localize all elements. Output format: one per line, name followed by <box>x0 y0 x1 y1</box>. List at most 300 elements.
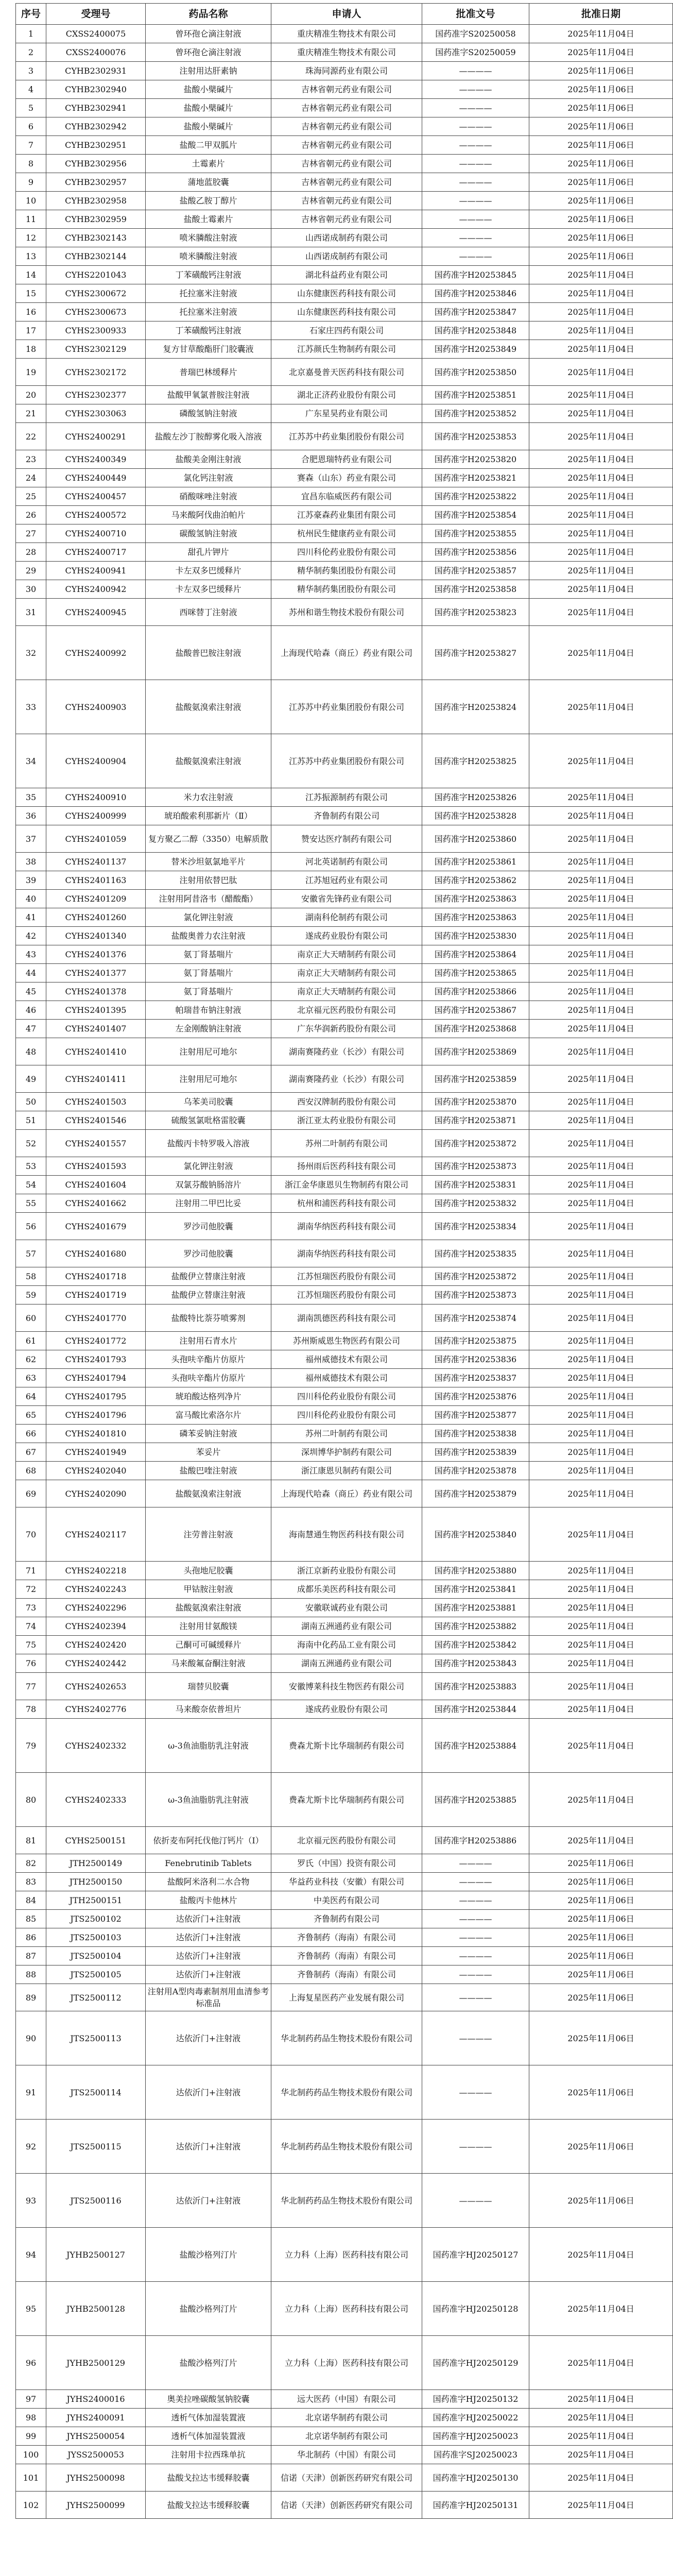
approval-no-cell: 国药准字H20253849 <box>422 340 529 359</box>
applicant-cell: 珠海同源药业有限公司 <box>271 62 422 80</box>
approval-date-cell: 2025年11月04日 <box>529 871 673 890</box>
approval-date-cell: 2025年11月04日 <box>529 1443 673 1462</box>
applicant-cell: 立力科（上海）医药科技有限公司 <box>271 2336 422 2390</box>
table-row <box>16 386 673 404</box>
approval-no-cell: 国药准字H20253839 <box>422 1443 529 1462</box>
acceptance-no-cell: JTS2500116 <box>46 2174 146 2228</box>
approval-date-cell: 2025年11月06日 <box>529 117 673 136</box>
applicant-cell: 北京嘉曼普天医药科技有限公司 <box>271 359 422 386</box>
table-row <box>16 1617 673 1636</box>
approval-no-cell: 国药准字H20253872 <box>422 1267 529 1286</box>
approval-no-cell: 国药准字H20253855 <box>422 524 529 543</box>
approval-date-cell: 2025年11月06日 <box>529 1910 673 1928</box>
row-index-cell: 64 <box>16 1387 46 1406</box>
table-row <box>16 562 673 580</box>
row-index-cell: 87 <box>16 1947 46 1965</box>
applicant-cell: 苏州和谐生物技术股份有限公司 <box>271 599 422 626</box>
applicant-cell: 江苏颜氏生物制药有限公司 <box>271 340 422 359</box>
drug-name-cell: 透析气体加湿装置液 <box>146 2409 271 2427</box>
approval-date-cell: 2025年11月04日 <box>529 284 673 303</box>
approval-date-cell: 2025年11月04日 <box>529 1240 673 1267</box>
applicant-cell: 西安汉牌制药股份有限公司 <box>271 1093 422 1111</box>
drug-name-cell: 盐酸氨溴索注射液 <box>146 680 271 734</box>
acceptance-no-cell: CYHS2401557 <box>46 1130 146 1157</box>
applicant-cell: 宜昌东临威医药有限公司 <box>271 487 422 506</box>
acceptance-no-cell: CYHS2400349 <box>46 450 146 469</box>
acceptance-no-cell: JYHS2400016 <box>46 2390 146 2409</box>
drug-name-cell: 盐酸小檗碱片 <box>146 117 271 136</box>
acceptance-no-cell: CXSS2400076 <box>46 43 146 62</box>
row-index-cell: 22 <box>16 423 46 450</box>
approval-no-cell: 国药准字H20253837 <box>422 1369 529 1387</box>
acceptance-no-cell: CYHS2400942 <box>46 580 146 599</box>
applicant-cell: 石家庄四药有限公司 <box>271 321 422 340</box>
table-row <box>16 1928 673 1947</box>
approval-date-cell: 2025年11月04日 <box>529 524 673 543</box>
row-index-cell: 18 <box>16 340 46 359</box>
approval-date-cell: 2025年11月06日 <box>529 1947 673 1965</box>
table-row <box>16 303 673 321</box>
acceptance-no-cell: CYHS2402394 <box>46 1617 146 1636</box>
approval-no-cell: 国药准字H20253826 <box>422 788 529 807</box>
approval-date-cell: 2025年11月04日 <box>529 340 673 359</box>
applicant-cell: 江苏苏中药业集团股份有限公司 <box>271 734 422 788</box>
applicant-cell: 安徽博莱科技生物医药有限公司 <box>271 1673 422 1700</box>
acceptance-no-cell: CYHS2401411 <box>46 1065 146 1093</box>
row-index-cell: 17 <box>16 321 46 340</box>
drug-name-cell: 达依沂门+注射液 <box>146 2065 271 2120</box>
drug-name-cell: 硝酸咪唑注射液 <box>146 487 271 506</box>
acceptance-no-cell: CYHS2401794 <box>46 1369 146 1387</box>
approval-date-cell: 2025年11月06日 <box>529 80 673 99</box>
applicant-cell: 浙江金华康恩贝生物制药有限公司 <box>271 1176 422 1194</box>
applicant-cell: 湖南华纳医药科技有限公司 <box>271 1240 422 1267</box>
row-index-cell: 49 <box>16 1065 46 1093</box>
acceptance-no-cell: CYHB2302941 <box>46 99 146 117</box>
applicant-cell: 吉林省朝元药业有限公司 <box>271 192 422 210</box>
approval-date-cell: 2025年11月04日 <box>529 1304 673 1332</box>
approval-no-cell: ———— <box>422 1891 529 1910</box>
table-header-row <box>16 4 673 25</box>
approval-no-cell: ———— <box>422 117 529 136</box>
applicant-cell: 精华制药集团股份有限公司 <box>271 580 422 599</box>
table-row <box>16 1130 673 1157</box>
drug-name-cell: 甜孔片钾片 <box>146 543 271 562</box>
applicant-cell: 江苏豪森药业集团有限公司 <box>271 506 422 524</box>
approval-date-cell: 2025年11月04日 <box>529 25 673 43</box>
drug-name-cell: 盐酸伊立替康注射液 <box>146 1267 271 1286</box>
applicant-cell: 上海复星医药产业发展有限公司 <box>271 1984 422 2011</box>
row-index-cell: 88 <box>16 1965 46 1984</box>
approval-date-cell: 2025年11月04日 <box>529 626 673 680</box>
drug-name-cell: 达依沂门+注射液 <box>146 2120 271 2174</box>
table-row <box>16 25 673 43</box>
acceptance-no-cell: CYHB2302144 <box>46 247 146 266</box>
table-row <box>16 136 673 155</box>
drug-name-cell: 达依沂门+注射液 <box>146 1928 271 1947</box>
row-index-cell: 81 <box>16 1827 46 1854</box>
row-index-cell: 58 <box>16 1267 46 1286</box>
acceptance-no-cell: CYHS2401718 <box>46 1267 146 1286</box>
row-index-cell: 78 <box>16 1700 46 1719</box>
drug-name-cell: 富马酸比索洛尔片 <box>146 1406 271 1425</box>
table-row <box>16 340 673 359</box>
applicant-cell: 精华制药集团股份有限公司 <box>271 562 422 580</box>
acceptance-no-cell: JYHB2500128 <box>46 2282 146 2336</box>
row-index-cell: 36 <box>16 807 46 825</box>
row-index-cell: 60 <box>16 1304 46 1332</box>
row-index-cell: 52 <box>16 1130 46 1157</box>
approval-date-cell: 2025年11月06日 <box>529 192 673 210</box>
approval-no-cell: 国药准字H20253824 <box>422 680 529 734</box>
acceptance-no-cell: CYHS2400291 <box>46 423 146 450</box>
approval-date-cell: 2025年11月04日 <box>529 853 673 871</box>
approval-date-cell: 2025年11月04日 <box>529 890 673 908</box>
approval-date-cell: 2025年11月06日 <box>529 1965 673 1984</box>
approval-no-cell: 国药准字H20253873 <box>422 1286 529 1304</box>
row-index-cell: 75 <box>16 1636 46 1654</box>
applicant-cell: 吉林省朝元药业有限公司 <box>271 210 422 229</box>
applicant-cell: 上海现代哈森（商丘）药业有限公司 <box>271 1480 422 1507</box>
approval-no-cell: ———— <box>422 136 529 155</box>
table-row <box>16 117 673 136</box>
applicant-cell: 吉林省朝元药业有限公司 <box>271 173 422 192</box>
acceptance-no-cell: CYHS2402333 <box>46 1773 146 1827</box>
acceptance-no-cell: CYHS2401719 <box>46 1286 146 1304</box>
drug-name-cell: ω-3鱼油脂肪乳注射液 <box>146 1773 271 1827</box>
acceptance-no-cell: CYHS2402218 <box>46 1562 146 1580</box>
row-index-cell: 67 <box>16 1443 46 1462</box>
row-index-cell: 42 <box>16 927 46 945</box>
row-index-cell: 21 <box>16 404 46 423</box>
applicant-cell: 江苏苏中药业集团股份有限公司 <box>271 680 422 734</box>
acceptance-no-cell: CYHS2400910 <box>46 788 146 807</box>
approval-date-cell: 2025年11月04日 <box>529 680 673 734</box>
approval-date-cell: 2025年11月04日 <box>529 927 673 945</box>
table-row <box>16 1965 673 1984</box>
row-index-cell: 9 <box>16 173 46 192</box>
approval-date-cell: 2025年11月04日 <box>529 1267 673 1286</box>
drug-name-cell: 盐酸氨溴索注射液 <box>146 1599 271 1617</box>
applicant-cell: 山东健康医药科技有限公司 <box>271 284 422 303</box>
acceptance-no-cell: CYHS2300933 <box>46 321 146 340</box>
row-index-cell: 16 <box>16 303 46 321</box>
table-row <box>16 1038 673 1065</box>
row-index-cell: 100 <box>16 2446 46 2464</box>
approval-date-cell: 2025年11月04日 <box>529 825 673 853</box>
approval-no-cell: 国药准字HJ20250131 <box>422 2492 529 2519</box>
acceptance-no-cell: JTH2500149 <box>46 1854 146 1873</box>
acceptance-no-cell: CYHS2401949 <box>46 1443 146 1462</box>
row-index-cell: 40 <box>16 890 46 908</box>
table-row <box>16 1350 673 1369</box>
approval-date-cell: 2025年11月04日 <box>529 908 673 927</box>
drug-name-cell: 氨丁肾基喘片 <box>146 945 271 964</box>
acceptance-no-cell: CYHS2300672 <box>46 284 146 303</box>
applicant-cell: 江苏振源制药有限公司 <box>271 788 422 807</box>
drug-name-cell: 曾环孢仑滴注射液 <box>146 43 271 62</box>
approval-date-cell: 2025年11月04日 <box>529 1654 673 1673</box>
applicant-cell: 上海现代哈森（商丘）药业有限公司 <box>271 626 422 680</box>
table-row <box>16 80 673 99</box>
applicant-cell: 山西诺成制药有限公司 <box>271 247 422 266</box>
table-row <box>16 43 673 62</box>
approval-date-cell: 2025年11月06日 <box>529 1854 673 1873</box>
table-row <box>16 1827 673 1854</box>
approval-date-cell: 2025年11月04日 <box>529 1387 673 1406</box>
table-row <box>16 1984 673 2011</box>
row-index-cell: 20 <box>16 386 46 404</box>
applicant-cell: 罗氏（中国）投资有限公司 <box>271 1854 422 1873</box>
drug-name-cell: 瑞替贝胶囊 <box>146 1673 271 1700</box>
drug-name-cell: 盐酸小檗碱片 <box>146 80 271 99</box>
acceptance-no-cell: CYHS2400457 <box>46 487 146 506</box>
acceptance-no-cell: CYHS2400710 <box>46 524 146 543</box>
approval-no-cell: ———— <box>422 2065 529 2120</box>
table-row <box>16 788 673 807</box>
drug-name-cell: 西咪替丁注射液 <box>146 599 271 626</box>
applicant-cell: 重庆精准生物技术有限公司 <box>271 43 422 62</box>
applicant-cell: 湖北正济药业股份有限公司 <box>271 386 422 404</box>
row-index-cell: 99 <box>16 2427 46 2446</box>
row-index-cell: 15 <box>16 284 46 303</box>
acceptance-no-cell: CYHS2401662 <box>46 1194 146 1213</box>
approval-no-cell: 国药准字H20253861 <box>422 853 529 871</box>
table-row <box>16 543 673 562</box>
applicant-cell: 苏州二叶制药有限公司 <box>271 1425 422 1443</box>
row-index-cell: 8 <box>16 155 46 173</box>
acceptance-no-cell: CYHS2401059 <box>46 825 146 853</box>
drug-name-cell: 盐酸美金刚注射液 <box>146 450 271 469</box>
applicant-cell: 合肥恩瑞特药业有限公司 <box>271 450 422 469</box>
applicant-cell: 吉林省朝元药业有限公司 <box>271 136 422 155</box>
row-index-cell: 50 <box>16 1093 46 1111</box>
drug-name-cell: 盐酸氨溴索注射液 <box>146 734 271 788</box>
drug-name-cell: 注劳普注射液 <box>146 1507 271 1562</box>
drug-name-cell: ω-3鱼油脂肪乳注射液 <box>146 1719 271 1773</box>
approval-no-cell: 国药准字H20253868 <box>422 1020 529 1038</box>
approval-no-cell: 国药准字H20253866 <box>422 982 529 1001</box>
approval-no-cell: 国药准字H20253858 <box>422 580 529 599</box>
acceptance-no-cell: JTS2500104 <box>46 1947 146 1965</box>
drug-name-cell: 盐酸左沙丁胺醇雾化吸入溶液 <box>146 423 271 450</box>
drug-name-cell: 注射用依替巴肽 <box>146 871 271 890</box>
drug-name-cell: 普瑞巴林缓释片 <box>146 359 271 386</box>
row-index-cell: 2 <box>16 43 46 62</box>
drug-name-cell: 透析气体加湿装置液 <box>146 2427 271 2446</box>
row-index-cell: 69 <box>16 1480 46 1507</box>
table-row <box>16 1213 673 1240</box>
table-row <box>16 1020 673 1038</box>
approval-date-cell: 2025年11月04日 <box>529 2446 673 2464</box>
applicant-cell: 江苏旭冠药业有限公司 <box>271 871 422 890</box>
acceptance-no-cell: JTS2500114 <box>46 2065 146 2120</box>
drug-name-cell: 注射用阿昔洛韦（醋酸酯） <box>146 890 271 908</box>
acceptance-no-cell: CYHS2201043 <box>46 266 146 284</box>
table-row <box>16 626 673 680</box>
applicant-cell: 华北制药药品生物技术股份有限公司 <box>271 2120 422 2174</box>
drug-name-cell: 奥美拉唑碳酸氢钠胶囊 <box>146 2390 271 2409</box>
acceptance-no-cell: CYHS2402420 <box>46 1636 146 1654</box>
row-index-cell: 33 <box>16 680 46 734</box>
drug-name-cell: 氯化钾注射液 <box>146 1157 271 1176</box>
drug-name-cell: 盐酸沙格列汀片 <box>146 2336 271 2390</box>
applicant-cell: 华北制药药品生物技术股份有限公司 <box>271 2174 422 2228</box>
approval-date-cell: 2025年11月06日 <box>529 62 673 80</box>
applicant-cell: 北京诺华制药有限公司 <box>271 2427 422 2446</box>
applicant-cell: 福州威德技术有限公司 <box>271 1369 422 1387</box>
drug-name-cell: 喷米膦酸注射液 <box>146 229 271 247</box>
approval-no-cell: 国药准字H20253881 <box>422 1599 529 1617</box>
approval-no-cell: 国药准字HJ20250023 <box>422 2427 529 2446</box>
approval-no-cell: ———— <box>422 173 529 192</box>
approval-date-cell: 2025年11月04日 <box>529 321 673 340</box>
drug-name-cell: 卡左双多巴缓释片 <box>146 562 271 580</box>
approval-date-cell: 2025年11月04日 <box>529 734 673 788</box>
approval-no-cell: ———— <box>422 1910 529 1928</box>
applicant-cell: 杭州和浦医药科技有限公司 <box>271 1194 422 1213</box>
acceptance-no-cell: CYHB2302959 <box>46 210 146 229</box>
drug-name-cell: 盐酸二甲双胍片 <box>146 136 271 155</box>
approval-date-cell: 2025年11月04日 <box>529 1286 673 1304</box>
approval-no-cell: 国药准字H20253838 <box>422 1425 529 1443</box>
approval-no-cell: 国药准字H20253853 <box>422 423 529 450</box>
applicant-cell: 信诺（天津）创新医药研究有限公司 <box>271 2464 422 2492</box>
applicant-cell: 吉林省朝元药业有限公司 <box>271 117 422 136</box>
table-row <box>16 1719 673 1773</box>
applicant-cell: 湖南凯德医药科技有限公司 <box>271 1304 422 1332</box>
table-row <box>16 2120 673 2174</box>
header-drug-name: 药品名称 <box>146 4 271 25</box>
drug-name-cell: 盐酸乙胺丁醇片 <box>146 192 271 210</box>
approval-no-cell: 国药准字H20253883 <box>422 1673 529 1700</box>
acceptance-no-cell: CYHS2402117 <box>46 1507 146 1562</box>
approval-no-cell: 国药准字H20253854 <box>422 506 529 524</box>
applicant-cell: 安徽联诚药业有限公司 <box>271 1599 422 1617</box>
row-index-cell: 85 <box>16 1910 46 1928</box>
row-index-cell: 77 <box>16 1673 46 1700</box>
applicant-cell: 华北制药药品生物技术股份有限公司 <box>271 2011 422 2065</box>
applicant-cell: 遂成药业股份有限公司 <box>271 1700 422 1719</box>
drug-name-cell: 磷苯妥钠注射液 <box>146 1425 271 1443</box>
row-index-cell: 71 <box>16 1562 46 1580</box>
drug-name-cell: 注射用尼可地尔 <box>146 1065 271 1093</box>
approval-date-cell: 2025年11月04日 <box>529 1369 673 1387</box>
row-index-cell: 30 <box>16 580 46 599</box>
drug-name-cell: 盐酸阿米洛利二水合物 <box>146 1873 271 1891</box>
approval-date-cell: 2025年11月06日 <box>529 1873 673 1891</box>
acceptance-no-cell: CYHS2401410 <box>46 1038 146 1065</box>
drug-name-cell: 盐酸巴喹注射液 <box>146 1462 271 1480</box>
drug-name-cell: 马来酸氟奋酮注射液 <box>146 1654 271 1673</box>
drug-name-cell: 托拉塞米注射液 <box>146 303 271 321</box>
drug-name-cell: 氨丁肾基喘片 <box>146 982 271 1001</box>
applicant-cell: 江苏恒瑞医药股份有限公司 <box>271 1267 422 1286</box>
drug-name-cell: 盐酸沙格列汀片 <box>146 2282 271 2336</box>
approval-no-cell: 国药准字H20253877 <box>422 1406 529 1425</box>
acceptance-no-cell: CYHS2401680 <box>46 1240 146 1267</box>
table-row <box>16 982 673 1001</box>
acceptance-no-cell: JYSS2500053 <box>46 2446 146 2464</box>
applicant-cell: 福州威德技术有限公司 <box>271 1350 422 1369</box>
applicant-cell: 南京正大天晴制药有限公司 <box>271 982 422 1001</box>
drug-name-cell: 达依沂门+注射液 <box>146 2174 271 2228</box>
approval-no-cell: 国药准字H20253846 <box>422 284 529 303</box>
drug-name-cell: 帕瑞昔布钠注射液 <box>146 1001 271 1020</box>
acceptance-no-cell: CYHS2401679 <box>46 1213 146 1240</box>
drug-name-cell: Fenebrutinib Tablets <box>146 1854 271 1873</box>
approval-date-cell: 2025年11月06日 <box>529 1891 673 1910</box>
row-index-cell: 96 <box>16 2336 46 2390</box>
approval-date-cell: 2025年11月04日 <box>529 404 673 423</box>
approval-no-cell: ———— <box>422 99 529 117</box>
table-row <box>16 890 673 908</box>
applicant-cell: 远大医药（中国）有限公司 <box>271 2390 422 2409</box>
drug-name-cell: 盐酸小檗碱片 <box>146 99 271 117</box>
table-row <box>16 1673 673 1700</box>
applicant-cell: 浙江京新药业股份有限公司 <box>271 1562 422 1580</box>
table-row <box>16 1654 673 1673</box>
approval-date-cell: 2025年11月06日 <box>529 1984 673 2011</box>
approval-date-cell: 2025年11月04日 <box>529 1332 673 1350</box>
approval-no-cell: 国药准字H20253876 <box>422 1387 529 1406</box>
row-index-cell: 7 <box>16 136 46 155</box>
table-row <box>16 1480 673 1507</box>
table-row <box>16 1599 673 1617</box>
table-row <box>16 871 673 890</box>
applicant-cell: 吉林省朝元药业有限公司 <box>271 155 422 173</box>
row-index-cell: 45 <box>16 982 46 1001</box>
drug-name-cell: 己酮可可碱缓释片 <box>146 1636 271 1654</box>
applicant-cell: 齐鲁制药（海南）有限公司 <box>271 1928 422 1947</box>
table-row <box>16 680 673 734</box>
acceptance-no-cell: CYHS2400941 <box>46 562 146 580</box>
drug-name-cell: 注射用A型肉毒素制剂用血清参考标准品 <box>146 1984 271 2011</box>
drug-name-cell: 达依沂门+注射液 <box>146 1947 271 1965</box>
acceptance-no-cell: CXSS2400075 <box>46 25 146 43</box>
approval-no-cell: 国药准字H20253885 <box>422 1773 529 1827</box>
acceptance-no-cell: CYHS2300673 <box>46 303 146 321</box>
approval-date-cell: 2025年11月06日 <box>529 247 673 266</box>
row-index-cell: 35 <box>16 788 46 807</box>
approval-no-cell: 国药准字SJ20250023 <box>422 2446 529 2464</box>
applicant-cell: 费森尤斯卡比华瑞制药有限公司 <box>271 1719 422 1773</box>
applicant-cell: 华北制药（中国）有限公司 <box>271 2446 422 2464</box>
approval-no-cell: 国药准字H20253836 <box>422 1350 529 1369</box>
acceptance-no-cell: CYHS2401163 <box>46 871 146 890</box>
acceptance-no-cell: CYHS2402776 <box>46 1700 146 1719</box>
applicant-cell: 苏州斯威恩生物医药有限公司 <box>271 1332 422 1350</box>
drug-name-cell: 盐酸伊立替康注射液 <box>146 1286 271 1304</box>
drug-name-cell: 注射用达肝素钠 <box>146 62 271 80</box>
row-index-cell: 23 <box>16 450 46 469</box>
approval-date-cell: 2025年11月04日 <box>529 2492 673 2519</box>
table-row <box>16 2174 673 2228</box>
table-row <box>16 1267 673 1286</box>
acceptance-no-cell: JTS2500112 <box>46 1984 146 2011</box>
approval-no-cell: 国药准字H20253825 <box>422 734 529 788</box>
row-index-cell: 37 <box>16 825 46 853</box>
approval-date-cell: 2025年11月04日 <box>529 1599 673 1617</box>
approval-date-cell: 2025年11月04日 <box>529 1350 673 1369</box>
approval-date-cell: 2025年11月06日 <box>529 210 673 229</box>
row-index-cell: 51 <box>16 1111 46 1130</box>
table-row <box>16 247 673 266</box>
approval-date-cell: 2025年11月04日 <box>529 1157 673 1176</box>
drug-name-cell: 马来酸奈依普坦片 <box>146 1700 271 1719</box>
applicant-cell: 海南慧通生物医药科技有限公司 <box>271 1507 422 1562</box>
acceptance-no-cell: CYHS2401377 <box>46 964 146 982</box>
